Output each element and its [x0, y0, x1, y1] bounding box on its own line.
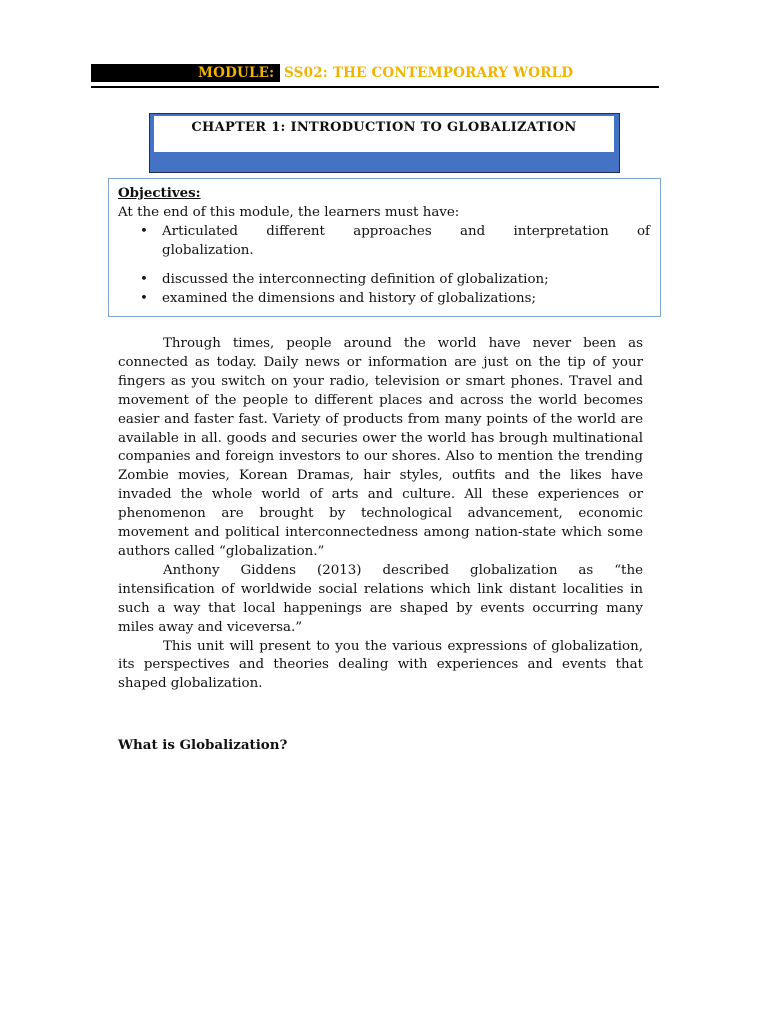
objectives-heading: Objectives:	[118, 185, 201, 201]
body-paragraph: Through times, people around the world have never been as connected as today. Daily news or information are just on the tip of your fingers as you switch on your radio, television or smart phones. Travel and movement of the people to different places and across the world becomes easier and faster fast. Variety of products from many points of the world are available in all. goods and securies ower the world has brough multinational companies and foreign investors to our shores. Also to mention the trending Zombie movies, Korean Dramas, hair styles, outfits and the likes have invaded the whole world of arts and culture. All these experiences or phenomenon are brought by technological advancement, economic movement and political interconnectedness among nation-state which some authors called “globalization.”	[118, 336, 643, 559]
chapter-title: CHAPTER 1: INTRODUCTION TO GLOBALIZATION	[154, 116, 614, 152]
module-header-divider	[91, 86, 659, 88]
body-text	[118, 335, 643, 694]
objective-item	[118, 289, 650, 308]
module-label: MODULE:	[193, 64, 279, 82]
objective-item-text: examined the dimensions and history of globalizations;	[162, 291, 537, 306]
body-paragraph: Anthony Giddens (2013) described globalization as “the intensification of worldwide social relations which link distant localities in such a way that local happenings are shaped by events occurring many miles away and viceversa.”	[118, 562, 643, 635]
objectives-intro: At the end of this module, the learners must have:	[118, 205, 460, 220]
objective-item-line: Articulated different approaches and interpretation of	[162, 224, 650, 239]
objective-item	[118, 270, 650, 289]
objectives-box	[108, 178, 661, 317]
bullet-icon: •	[140, 291, 148, 306]
objective-item	[118, 222, 650, 260]
body-paragraph: This unit will present to you the various expressions of globalization, its perspectives and theories dealing with experiences and events that shaped globalization.	[118, 638, 643, 692]
bullet-icon: •	[140, 224, 148, 239]
objective-item-line: globalization.	[162, 243, 254, 258]
module-title: SS02: THE CONTEMPORARY WORLD	[280, 64, 659, 82]
objective-item-text: discussed the interconnecting definition of globalization;	[162, 272, 549, 287]
chapter-title-box	[149, 113, 620, 173]
objectives-list	[118, 222, 650, 308]
section-question-heading: What is Globalization?	[118, 737, 288, 753]
bullet-icon: •	[140, 272, 148, 287]
